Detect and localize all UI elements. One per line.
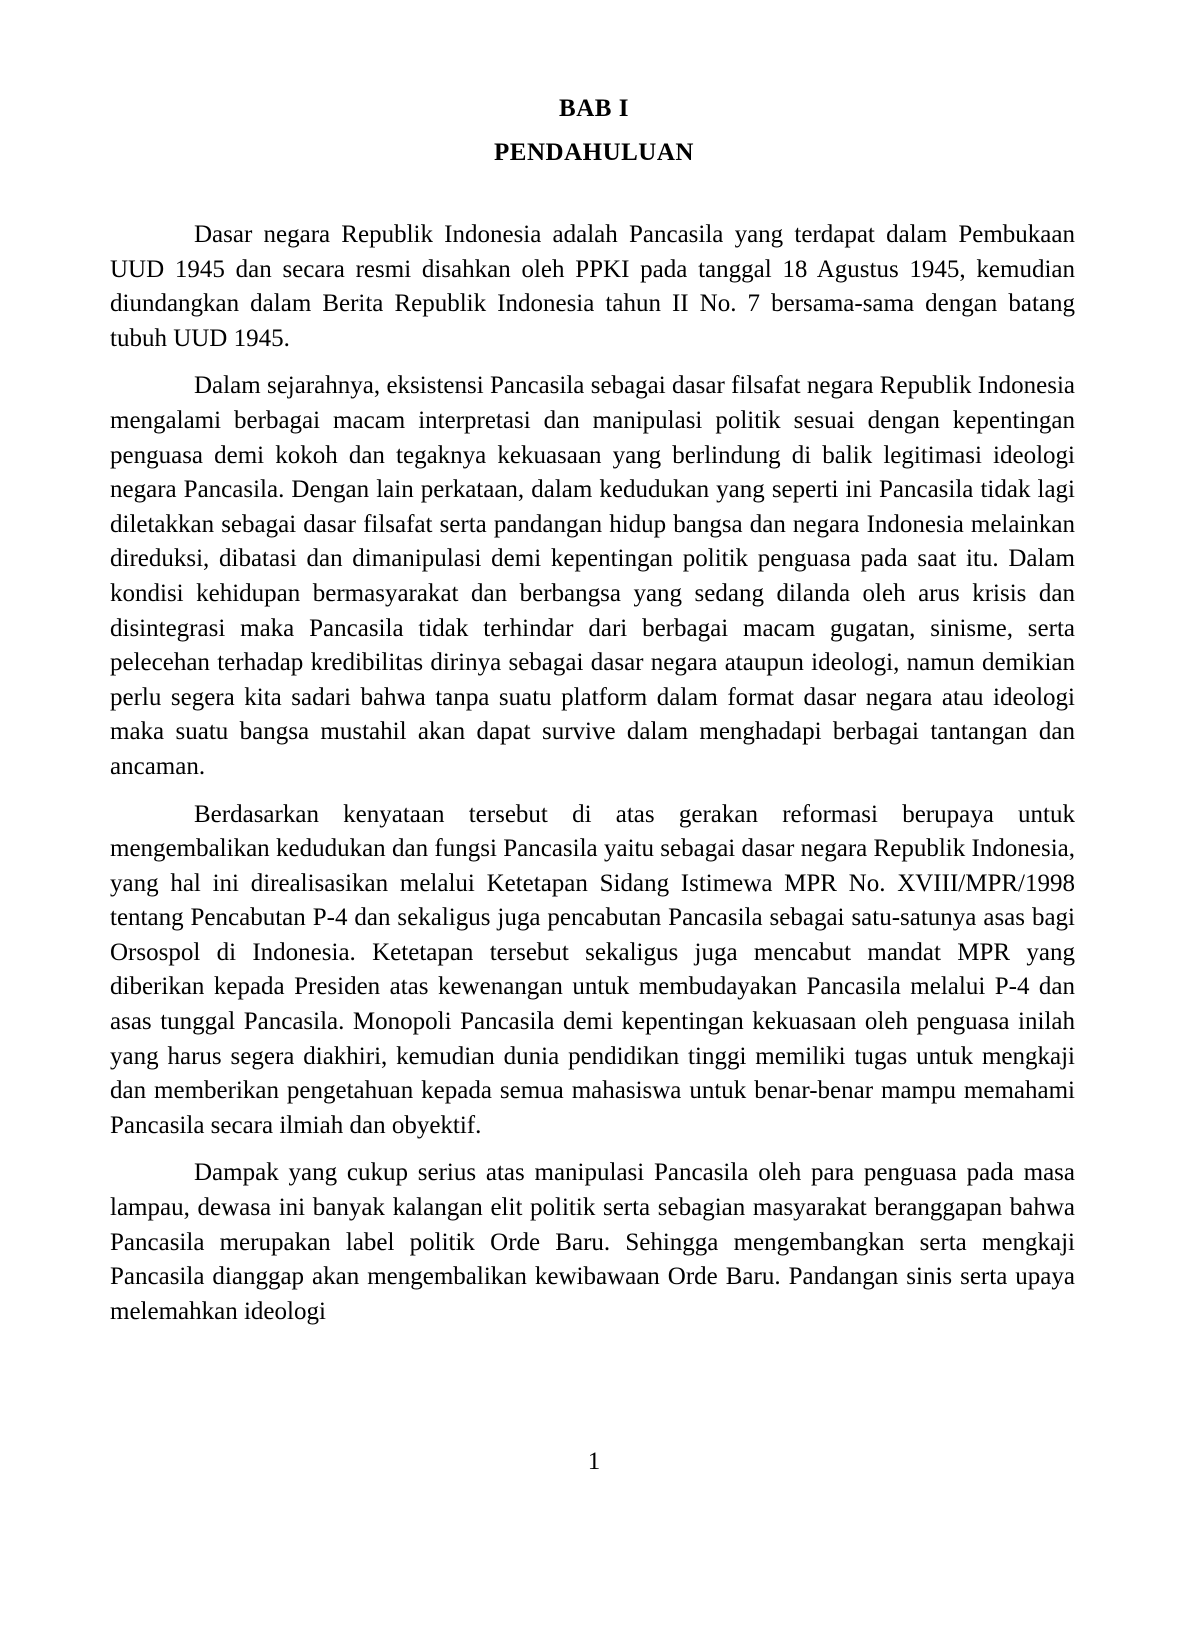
paragraph-3: Berdasarkan kenyataan tersebut di atas gerakan reformasi berupaya untuk mengembalikan kedudukan dan fungsi Pancasila yaitu sebagai dasar negara Republik Indonesia, yang hal ini direalisasikan melalui Ketetapan Sidang Istimewa MPR No. XVIII/MPR/1998 tentang Pencabutan P-4 dan sekaligus juga pencabutan Pancasila sebagai satu-satunya asas bagi Orsospol di Indonesia. Ketetapan tersebut sekaligus juga mencabut mandat MPR yang diberikan kepada Presiden atas kewenangan untuk membudayakan Pancasila melalui P-4 dan asas tunggal Pancasila. Monopoli Pancasila demi kepentingan kekuasaan oleh penguasa inilah yang harus segera diakhiri, kemudian dunia pendidikan tinggi memiliki tugas untuk mengkaji dan memberikan pengetahuan kepada semua mahasiswa untuk benar-benar mampu memahami Pancasila secara ilmiah dan obyektif. <box>110 800 1075 1139</box>
paragraph-2: Dalam sejarahnya, eksistensi Pancasila sebagai dasar filsafat negara Republik Indonesia mengalami berbagai macam interpretasi dan manipulasi politik sesuai dengan kepentingan penguasa demi kokoh dan tegaknya kekuasaan yang berlindung di balik legitimasi ideologi negara Pancasila. Dengan lain perkataan, dalam kedudukan yang seperti ini Pancasila tidak lagi diletakkan sebagai dasar filsafat serta pandangan hidup bangsa dan negara Indonesia melainkan direduksi, dibatasi dan dimanipulasi demi kepentingan politik penguasa pada saat itu. Dalam kondisi kehidupan bermasyarakat dan berbangsa yang sedang dilanda oleh arus krisis dan disintegrasi maka Pancasila tidak terhindar dari berbagai macam gugatan, sinisme, serta pelecehan terhadap kredibilitas dirinya sebagai dasar negara ataupun ideologi, namun demikian perlu segera kita sadari bahwa tanpa suatu platform dalam format dasar negara atau ideologi maka suatu bangsa mustahil akan dapat survive dalam menghadapi berbagai tantangan dan ancaman. <box>110 372 1075 780</box>
paragraph-1: Dasar negara Republik Indonesia adalah Pancasila yang terdapat dalam Pembukaan UUD 1945 dan secara resmi disahkan oleh PPKI pada tanggal 18 Agustus 1945, kemudian diundangkan dalam Berita Republik Indonesia tahun II No. 7 bersama-sama dengan batang tubuh UUD 1945. <box>110 221 1075 352</box>
body-text <box>110 218 1075 1342</box>
page-number: 1 <box>587 1448 601 1475</box>
chapter-title: PENDAHULUAN <box>494 139 694 166</box>
paragraph-4: Dampak yang cukup serius atas manipulasi Pancasila oleh para penguasa pada masa lampau, dewasa ini banyak kalangan elit politik serta sebagian masyarakat beranggapan bahwa Pancasila merupakan label politik Orde Baru. Sehingga mengembangkan serta mengkaji Pancasila dianggap akan mengembalikan kewibawaan Orde Baru. Pandangan sinis serta upaya melemahkan ideologi <box>110 1159 1075 1325</box>
chapter-number: BAB I <box>559 95 629 122</box>
